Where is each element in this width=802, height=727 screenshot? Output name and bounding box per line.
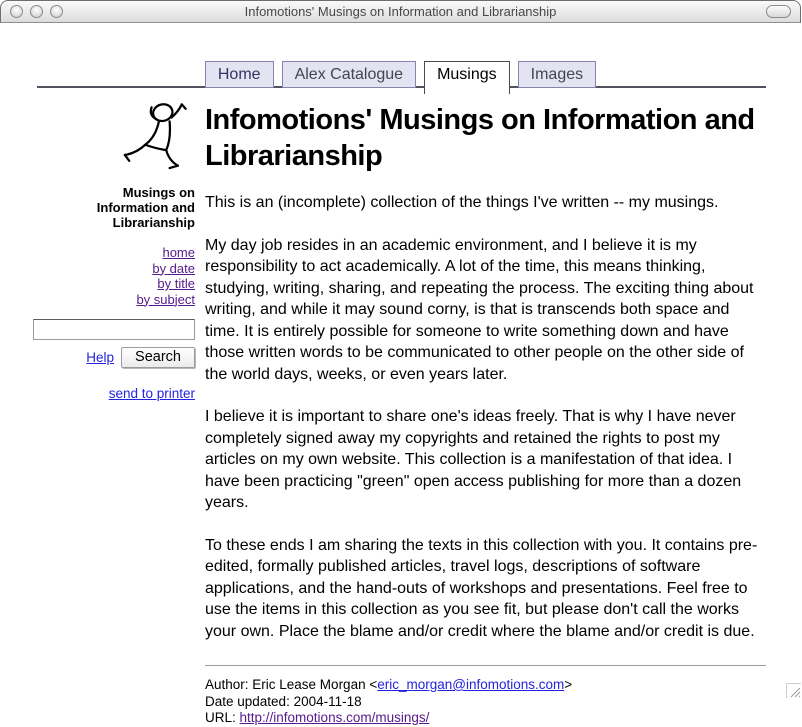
author-label: Author: Eric Lease Morgan <: [205, 677, 378, 692]
page-title: Infomotions' Musings on Information and Librarianship: [205, 104, 755, 172]
intro-paragraph: This is an (incomplete) collection of the things I've written -- my musings.: [205, 194, 719, 211]
footer: [205, 677, 766, 727]
tab-row: [0, 61, 801, 94]
paragraph: My day job resides in an academic environment, and I believe it is my responsibility to act academically. A lot of the time, this means thinking, studying, writing, sharing, and repeating the process. The exciting thing about writing, and while it may sound corny, is that is transcends both space and time. It is entirely possible for someone to write something down and have those written words to be communicated to other people on the other side of the world days, weeks, or even years later.: [205, 236, 754, 383]
tab-images[interactable]: Images: [518, 61, 596, 88]
sidebar-link-by-title[interactable]: by title: [157, 276, 195, 291]
tab-alex-catalogue[interactable]: Alex Catalogue: [282, 61, 417, 88]
page: [0, 23, 801, 725]
window-title: Infomotions' Musings on Information and Librarianship: [244, 4, 557, 19]
body-row: [0, 95, 801, 727]
sidebar-link-by-date[interactable]: by date: [152, 260, 195, 276]
tab-musings[interactable]: Musings: [424, 61, 510, 94]
author-email-link[interactable]: eric_morgan@infomotions.com: [377, 677, 565, 692]
author-line: [205, 677, 766, 694]
tab-bar: [0, 23, 801, 95]
printer-row: [33, 385, 195, 403]
paragraph: To these ends I am sharing the texts in this collection with you. It contains pre-edited, formally published articles, travel logs, descriptions of software applications, and the hand-outs of workshops and presentations. Feel free to use the items in this collection as you see fit, but please don't call the works your own. Place the blame and/or credit where the blame and/or credit is due.: [205, 536, 758, 640]
date-updated: Date updated: 2004-11-18: [205, 693, 362, 709]
main-content: [195, 100, 766, 727]
close-button[interactable]: [10, 5, 23, 18]
send-to-printer-link[interactable]: send to printer: [108, 386, 195, 401]
minimize-button[interactable]: [30, 5, 43, 18]
dancing-stick-figure-icon: [119, 100, 191, 177]
sidebar-title: Musings on Information and Librarianship: [96, 185, 195, 230]
site-url-link[interactable]: http://infomotions.com/musings/: [239, 710, 430, 725]
paragraph: I believe it is important to share one's ideas freely. That is why I have never completely signed away my copyrights and retained the rights to post my articles on my own website. This collection is a manifestation of that idea. I have been practicing "green" open access publishing for more than a dozen years.: [205, 408, 742, 511]
titlebar-buttons: [10, 5, 63, 18]
author-label-suffix: >: [564, 677, 573, 692]
sidebar-nav: [33, 245, 195, 307]
help-link[interactable]: Help: [86, 350, 115, 365]
sidebar-link-by-subject[interactable]: by subject: [136, 291, 195, 307]
footer-divider: [205, 665, 766, 666]
sidebar-link-home[interactable]: home: [162, 245, 195, 260]
search-row: [33, 347, 195, 368]
url-line: [205, 710, 766, 727]
search-button[interactable]: Search: [121, 347, 195, 368]
toolbar-toggle-button[interactable]: [766, 5, 791, 18]
sidebar: [33, 100, 195, 403]
url-label: URL:: [205, 710, 240, 725]
resize-grip[interactable]: [786, 683, 801, 698]
window-titlebar: [0, 0, 801, 23]
zoom-button[interactable]: [50, 5, 63, 18]
search-input[interactable]: [33, 319, 195, 340]
tab-home[interactable]: Home: [205, 61, 274, 88]
